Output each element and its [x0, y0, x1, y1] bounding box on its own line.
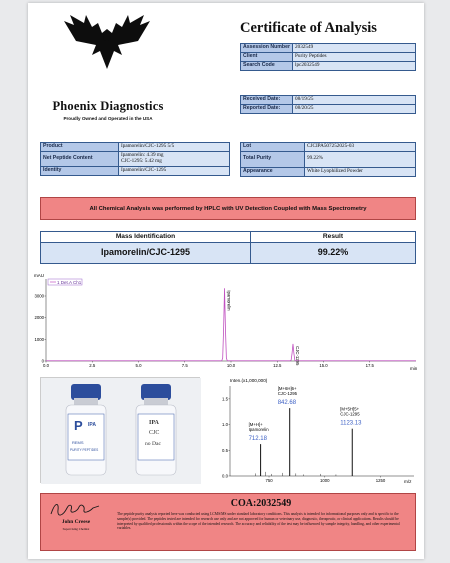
- hplc-x-tick-label: 7.5: [181, 363, 188, 368]
- hplc-y-tick-label: 0: [41, 358, 44, 364]
- vial-neck: [74, 398, 98, 405]
- table-row: [41, 242, 416, 263]
- date-label: Reported Date:: [241, 104, 293, 113]
- product-label: Product: [41, 143, 119, 152]
- signer-name: John Creese: [61, 519, 91, 525]
- field-label: Search Code: [241, 61, 293, 70]
- ms-y-tick-label: 1.0: [222, 422, 228, 428]
- purity-label: Total Purity: [241, 151, 305, 167]
- ms-peak-value: 842.68: [277, 400, 297, 407]
- ms-peak-value: 712.18: [248, 436, 267, 443]
- ms-y-tick-label: 0.0: [222, 473, 228, 479]
- hplc-x-tick-label: 12.5: [273, 363, 282, 368]
- ms-peak-ion: [M+6H]6+: [277, 386, 297, 392]
- ms-title: Inten.(x1,000,000): [230, 378, 268, 383]
- net-peptide-line: Ipamorelin: 4.39 mg: [121, 151, 164, 158]
- hplc-x-tick-label: 2.5: [89, 363, 96, 368]
- signer-title: Supervising Chemist: [62, 527, 90, 531]
- result-header: Result: [251, 232, 416, 243]
- signature-image: [49, 500, 101, 518]
- table-row: [41, 232, 416, 243]
- certificate-title: Certificate of Analysis: [240, 20, 377, 36]
- field-label: Assession Number: [241, 44, 293, 53]
- vial-logo-text: P: [74, 418, 83, 433]
- date-value: 08/19/25: [293, 96, 416, 105]
- hplc-legend-label: 1 Det.A Ch1: [57, 280, 82, 285]
- field-label: Client: [241, 52, 293, 61]
- table-row: [241, 167, 416, 176]
- ms-x-label: m/z: [404, 479, 412, 484]
- result-table: [40, 231, 416, 264]
- net-peptide-values: [119, 151, 230, 166]
- identity-label: Identity: [41, 166, 119, 175]
- hplc-peak-labels: [227, 290, 300, 366]
- vial-illustration: [41, 378, 201, 484]
- ms-peak-name: CJC-1295: [277, 391, 298, 397]
- hplc-peak-label: Ipamorelin: [226, 290, 232, 311]
- vial-text: IPA: [88, 422, 96, 428]
- table-row: [241, 52, 416, 61]
- net-peptide-line: CJC-1295: 5.42 mg: [121, 157, 162, 164]
- field-value: 2032549: [293, 44, 416, 53]
- hplc-peak-label: CJC-1295: [294, 346, 300, 366]
- ms-bars: [256, 408, 353, 476]
- date-label: Received Date:: [241, 96, 293, 105]
- date-value: 08/20/25: [293, 104, 416, 113]
- hplc-x-label: min: [410, 366, 418, 371]
- ms-axes: [222, 386, 414, 483]
- table-row: [241, 104, 416, 113]
- hplc-x-tick-label: 0.0: [43, 363, 49, 368]
- vial-cap: [141, 384, 171, 400]
- hplc-x-tick-label: 5.0: [135, 363, 142, 368]
- ms-y-tick-label: 0.5: [222, 447, 228, 453]
- footer-banner: [40, 493, 416, 551]
- ms-x-tick-label: 1250: [375, 478, 386, 483]
- ms-peak-labels: [249, 386, 363, 442]
- ms-peak-name: Ipamorelin: [248, 427, 269, 433]
- ms-peak-ion: [M+5H]5+: [340, 406, 360, 412]
- ms-y-tick-label: 1.5: [222, 396, 228, 402]
- mass-id-header: Mass Identification: [41, 232, 251, 243]
- vial-neck: [144, 398, 168, 405]
- identity-value: Ipamorelin/CJC-1295: [119, 166, 230, 175]
- mass-id-value: Ipamorelin/CJC-1295: [41, 242, 251, 263]
- dates-table: [240, 95, 416, 114]
- table-row: [41, 166, 230, 175]
- ms-x-tick-label: 1000: [320, 478, 330, 483]
- table-row: [241, 151, 416, 167]
- coa-number: COA:2032549: [230, 498, 292, 509]
- hplc-x-tick-label: 17.5: [365, 363, 374, 368]
- ms-x-tick-label: 750: [265, 478, 273, 483]
- ms-peak-value: 1123.13: [340, 420, 362, 427]
- certificate-fields-table: [240, 43, 416, 71]
- hplc-y-label: mAU: [34, 273, 44, 278]
- hplc-x-tick-label: 10.0: [226, 363, 236, 368]
- product-table: [40, 142, 230, 176]
- product-value: Ipamorelin/CJC-1295 5/5: [119, 143, 230, 152]
- vial-photo: [40, 377, 200, 483]
- phoenix-logo: [62, 11, 152, 73]
- appearance-value: White Lyophilized Powder: [305, 167, 416, 176]
- vial-cap: [71, 384, 101, 400]
- field-value: lpc2032549: [293, 61, 416, 70]
- vial-handwriting: CJC: [149, 430, 160, 436]
- vial-text: REMS: [72, 440, 84, 445]
- hplc-x-tick-label: 15.0: [319, 363, 328, 368]
- table-row: [241, 44, 416, 53]
- lot-table: [240, 142, 416, 177]
- disclaimer-text: The peptide purity analysis reported here was conducted using LCMS/MS under standard laboratory conditions. This analysis is intended for informational purposes only and is specific to the sample(s) provided. The peptides tested are intended for research use only and are not approved for human or veterinary use, diagnostic, therapeutic, or clinical applications. Results should be interpreted by qualified professionals within the scope of the intended research. The accuracy and reliability of the test may be influenced by sample integrity, handling, and other experimental variables.: [117, 512, 400, 531]
- company-tagline: Proudly Owned and Operated in the USA: [63, 116, 153, 121]
- result-value: 99.22%: [251, 242, 416, 263]
- ms-peak-name: CJC-1295: [340, 411, 360, 417]
- hplc-y-tick-label: 3000: [34, 293, 44, 299]
- lot-value: CJCIPA507252025-03: [305, 143, 416, 152]
- hplc-y-tick-label: 1000: [34, 336, 44, 342]
- appearance-label: Appearance: [241, 167, 305, 176]
- hplc-banner: All Chemical Analysis was performed by HPLC with UV Detection Coupled with Mass Spectrometry: [40, 197, 416, 220]
- lot-label: Lot: [241, 143, 305, 152]
- vial-handwriting: IPA: [149, 420, 159, 426]
- table-row: [241, 96, 416, 105]
- table-row: [41, 143, 230, 152]
- certificate-page: [28, 3, 424, 559]
- net-peptide-label: Net Peptide Content: [41, 151, 119, 166]
- purity-value: 99.22%: [305, 151, 416, 167]
- hplc-chromatogram: [32, 273, 422, 373]
- hplc-ticks: [34, 294, 374, 369]
- table-row: [41, 151, 230, 166]
- mass-spectrum: [210, 376, 420, 486]
- vial-handwriting: no Dac: [145, 441, 161, 447]
- table-row: [241, 61, 416, 70]
- company-name: Phoenix Diagnostics: [52, 99, 164, 113]
- field-value: Purity Peptides: [293, 52, 416, 61]
- table-row: [241, 143, 416, 152]
- vial-text: PURITY PEPTIDES: [70, 448, 99, 452]
- hplc-y-tick-label: 2000: [34, 315, 44, 321]
- ms-peak-ion: [M+H]+: [248, 422, 263, 428]
